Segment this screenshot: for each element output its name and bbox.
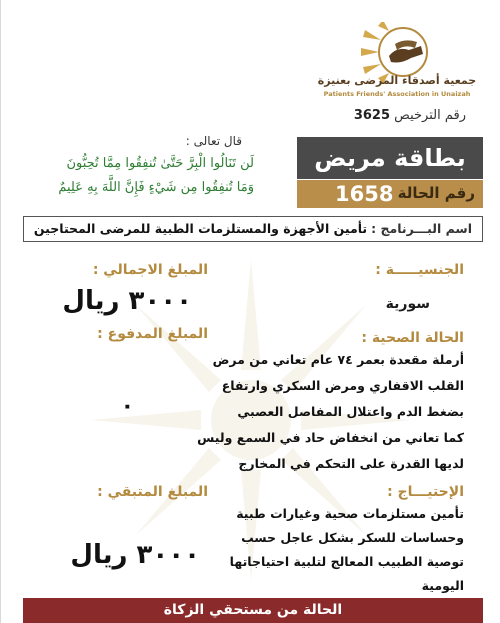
case-label: رقم الحالة : bbox=[386, 184, 475, 202]
remaining-amount-label: المبلغ المتبقي : bbox=[97, 484, 208, 500]
verse-line-1: لَن تَنَالُوا الْبِرَّ حَتَّىٰ تُنفِقُوا مِمَّا تُحِبُّونَ bbox=[66, 156, 254, 171]
health-line-3: بضغط الدم واعتلال المفاصل العصبي bbox=[237, 404, 464, 419]
program-label: اسم البـــرنامج : bbox=[371, 221, 472, 236]
license-number: 3625 bbox=[353, 108, 391, 123]
verse-line-2: وَمَا تُنفِقُوا مِن شَيْءٍ فَإِنَّ اللَّهَ بِهِ عَلِيمٌ bbox=[58, 180, 254, 195]
health-line-2: القلب الاقفاري ومرض السكري وارتفاع bbox=[221, 378, 464, 393]
quote-label: قال تعالى : bbox=[185, 134, 242, 148]
need-label: الإحتيـــاج : bbox=[387, 484, 464, 500]
program-value: تأمين الأجهزة والمستلزمات الطبية للمرضى المحتاجين bbox=[33, 221, 368, 236]
need-line-2: وحساسات للسكر بشكل عاجل حسب bbox=[241, 530, 464, 545]
health-line-5: لديها القدرة على التحكم في المخارج bbox=[238, 456, 464, 471]
nationality-value: سورية bbox=[385, 296, 430, 312]
health-line-1: أرملة مقعدة بعمر ٧٤ عام تعاني من مرض bbox=[212, 352, 464, 367]
paid-amount-label: المبلغ المدفوع : bbox=[97, 326, 208, 342]
total-amount-value: ٣٠٠٠ ريال bbox=[62, 286, 192, 316]
health-label: الحالة الصحية : bbox=[361, 330, 464, 346]
case-number-box bbox=[297, 180, 483, 208]
zakat-eligible-banner: الحالة من مستحقي الزكاة bbox=[23, 598, 483, 623]
org-name-english: Patients Friends' Association in Unaizah bbox=[323, 90, 471, 98]
need-line-4: اليومية bbox=[421, 578, 464, 593]
license-line bbox=[354, 108, 466, 123]
health-line-4: كما تعاني من انخفاض حاد في السمع وليس bbox=[197, 430, 464, 445]
need-line-3: توصية الطبيب المعالج لتلبية احتياجاتها bbox=[229, 554, 464, 569]
need-line-1: تأمين مستلزمات صحية وغيارات طبية bbox=[236, 506, 464, 521]
org-name-arabic: جمعية أصدقاء المرضى بعنيزة bbox=[317, 74, 477, 87]
license-label: رقم الترخيص bbox=[394, 108, 466, 123]
paid-amount-value: ٠ bbox=[120, 394, 134, 419]
association-logo-icon bbox=[331, 22, 471, 112]
program-bar bbox=[23, 216, 483, 242]
case-number: 1658 bbox=[335, 182, 394, 206]
total-amount-label: المبلغ الاجمالي : bbox=[92, 262, 208, 278]
card-title: بطاقة مريض bbox=[297, 137, 483, 179]
remaining-amount-value: ٣٠٠٠ ريال bbox=[70, 540, 200, 570]
nationality-label: الجنسيـــــة : bbox=[375, 262, 464, 278]
